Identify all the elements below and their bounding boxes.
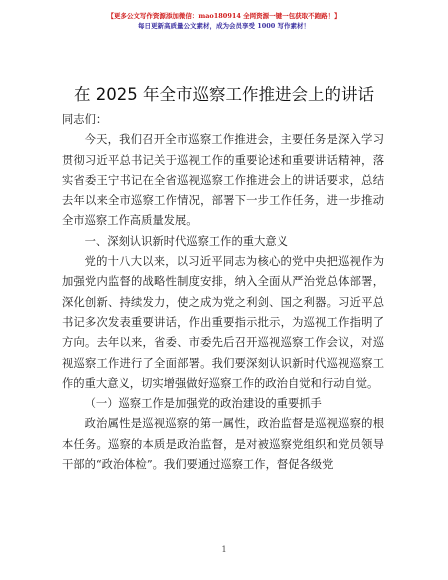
page-number: 1 bbox=[221, 545, 227, 554]
subsection-heading-1: （一）巡察工作是加强党的政治建设的重要抓手 bbox=[84, 397, 322, 411]
salutation: 同志们： bbox=[62, 113, 108, 126]
document-title: 在 2025 年全市巡察工作推进会上的讲话 bbox=[74, 85, 374, 104]
intro-paragraph: 今天，我们召开全市巡察工作推进会，主要任务是深入学习贯彻习近平总书记关于巡视工作的重要论述和重要讲话精神，落实省委王宁书记在全省巡视巡察工作推进会上的讲话要求，总结去年以来全市巡察工作情况，部署下一步工作任务，进一步推动全市巡察工作高质量发展。 bbox=[62, 133, 384, 228]
section-1-paragraph: 党的十八大以来，以习近平同志为核心的党中央把巡视作为加强党内监督的战略性制度安排，纳入全面从严治党总体部署，深化创新、持续发力，使之成为党之利剑、国之利器。习近平总书记多次发表重要讲话，作出重要指示批示，为巡视工作指明了方向。去年以来，省委、市委先后召开巡视巡察工作会议，对巡视巡察工作进行了全面部署。我们要深刻认识新时代巡视巡察工作的重大意义，切实增强做好巡察工作的政治自觉和行动自觉。 bbox=[62, 255, 384, 390]
promo-banner bbox=[0, 11, 448, 31]
section-heading-1: 一、深刻认识新时代巡察工作的重大意义 bbox=[84, 234, 288, 248]
document-body bbox=[62, 110, 384, 475]
promo-banner-line-2: 每日更新高质量公文素材，成为会员享受 1000 写作素材！ bbox=[137, 22, 311, 30]
subsection-1-paragraph: 政治属性是巡视巡察的第一属性，政治监督是巡视巡察的根本任务。巡察的本质是政治监督，是对被巡察党组织和党员领导干部的“政治体检”。我们要通过巡察工作，督促各级党 bbox=[62, 417, 384, 472]
promo-banner-line-1: 【更多公文写作资源添加微信：mao180914 全网资源一键一包获取不跑路！】 bbox=[107, 12, 341, 20]
